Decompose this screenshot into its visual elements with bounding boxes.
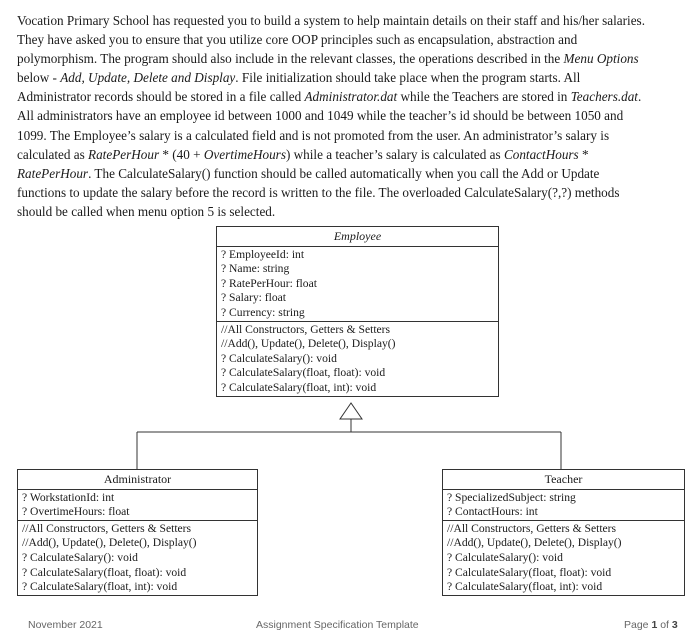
- italic-term: Teachers.dat: [570, 89, 638, 105]
- class-method: //Add(), Update(), Delete(), Display(): [447, 536, 622, 550]
- class-attribute: ? Name: string: [221, 262, 290, 276]
- teacher-attributes: [443, 490, 684, 521]
- class-method: ? CalculateSalary(): void: [221, 351, 337, 365]
- text-run: . File initialization should take place when the program starts. All: [235, 70, 581, 86]
- text-run: functions to update the salary before the record is written to the file. The overloaded CalculateSalary(?,?) methods: [17, 184, 620, 200]
- italic-term: RatePerHour: [17, 165, 89, 181]
- page-current: 1: [651, 619, 658, 631]
- class-attribute: ? ContactHours: int: [447, 505, 538, 519]
- class-method: //All Constructors, Getters & Setters: [22, 521, 192, 535]
- text-run: .: [637, 89, 642, 105]
- footer-template-name: Assignment Specification Template: [256, 619, 419, 631]
- footer-date: November 2021: [28, 619, 103, 631]
- teacher-class-box: [442, 469, 685, 596]
- paragraph-line: [17, 126, 700, 145]
- class-method: ? CalculateSalary(): void: [447, 550, 563, 564]
- paragraph-line: [17, 30, 700, 49]
- administrator-class-box: [17, 469, 258, 596]
- class-method: ? CalculateSalary(float, int): void: [221, 380, 377, 394]
- paragraph-line: [17, 49, 700, 68]
- class-method: ? CalculateSalary(float, float): void: [447, 565, 612, 579]
- administrator-attributes: [18, 490, 257, 521]
- class-attribute: ? OvertimeHours: float: [22, 505, 130, 519]
- class-method: ? CalculateSalary(float, int): void: [447, 580, 603, 594]
- text-run: polymorphism. The program should also include in the relevant classes, the operations described in the: [17, 51, 564, 67]
- italic-term: OvertimeHours: [203, 146, 286, 162]
- text-run: 1099. The Employee’s salary is a calculated field and is not promoted from the user. An administrator’s salary is: [17, 127, 610, 143]
- paragraph-line: [17, 164, 700, 183]
- paragraph-line: [17, 68, 700, 87]
- class-method: //All Constructors, Getters & Setters: [221, 322, 391, 336]
- class-method: ? CalculateSalary(float, float): void: [221, 366, 386, 380]
- class-attribute: ? Salary: float: [221, 291, 287, 305]
- class-method: //Add(), Update(), Delete(), Display(): [22, 536, 197, 550]
- class-method: ? CalculateSalary(): void: [22, 550, 138, 564]
- page-of: of: [657, 619, 672, 631]
- paragraph-line: [17, 202, 700, 221]
- text-run: . The CalculateSalary() function should be called automatically when you call the Add or Update: [88, 165, 600, 181]
- teacher-methods: [443, 521, 684, 595]
- administrator-methods: [18, 521, 257, 595]
- employee-class-title: Employee: [217, 227, 498, 247]
- class-attribute: ? EmployeeId: int: [221, 247, 305, 261]
- text-run: They have asked you to ensure that you utilize core OOP principles such as encapsulation, abstraction and: [17, 32, 578, 48]
- italic-term: Add, Update, Delete and Display: [60, 70, 236, 86]
- teacher-class-title: Teacher: [443, 470, 684, 490]
- class-attribute: ? SpecializedSubject: string: [447, 490, 576, 504]
- assignment-description: [17, 11, 700, 221]
- paragraph-line: [17, 183, 700, 202]
- italic-term: Menu Options: [563, 51, 639, 67]
- class-method: ? CalculateSalary(float, int): void: [22, 580, 178, 594]
- class-method: ? CalculateSalary(float, float): void: [22, 565, 187, 579]
- text-run: Vocation Primary School has requested you to build a system to help maintain details on their staff and his/her salaries.: [17, 13, 645, 28]
- text-run: below -: [17, 70, 61, 86]
- employee-attributes: [217, 247, 498, 322]
- administrator-class-title: Administrator: [18, 470, 257, 490]
- class-method: //Add(), Update(), Delete(), Display(): [221, 337, 396, 351]
- text-run: while the Teachers are stored in: [397, 89, 571, 105]
- class-attribute: ? Currency: string: [221, 305, 305, 319]
- employee-class-box: [216, 226, 499, 397]
- text-run: should be called when menu option 5 is selected.: [17, 203, 276, 219]
- page-prefix: Page: [624, 619, 652, 631]
- paragraph-line: [17, 11, 700, 30]
- italic-term: Administrator.dat: [304, 89, 398, 105]
- text-run: All administrators have an employee id between 1000 and 1049 while the teacher’s id should be between 1050 and: [17, 108, 624, 124]
- text-run: Administrator records should be stored in a file called: [17, 89, 305, 105]
- class-attribute: ? RatePerHour: float: [221, 276, 317, 290]
- page-total: 3: [671, 619, 678, 631]
- text-run: *: [578, 146, 589, 162]
- employee-methods: [217, 322, 498, 396]
- italic-term: ContactHours: [503, 146, 579, 162]
- class-attribute: ? WorkstationId: int: [22, 490, 115, 504]
- inheritance-arrowhead: [340, 403, 362, 419]
- footer-page-number: [624, 619, 678, 631]
- text-run: calculated as: [17, 146, 89, 162]
- italic-term: RatePerHour: [88, 146, 160, 162]
- text-run: ) while a teacher’s salary is calculated as: [285, 146, 504, 162]
- paragraph-line: [17, 145, 700, 164]
- text-run: * (40 +: [159, 146, 204, 162]
- class-method: //All Constructors, Getters & Setters: [447, 521, 617, 535]
- paragraph-line: [17, 87, 700, 106]
- paragraph-line: [17, 106, 700, 125]
